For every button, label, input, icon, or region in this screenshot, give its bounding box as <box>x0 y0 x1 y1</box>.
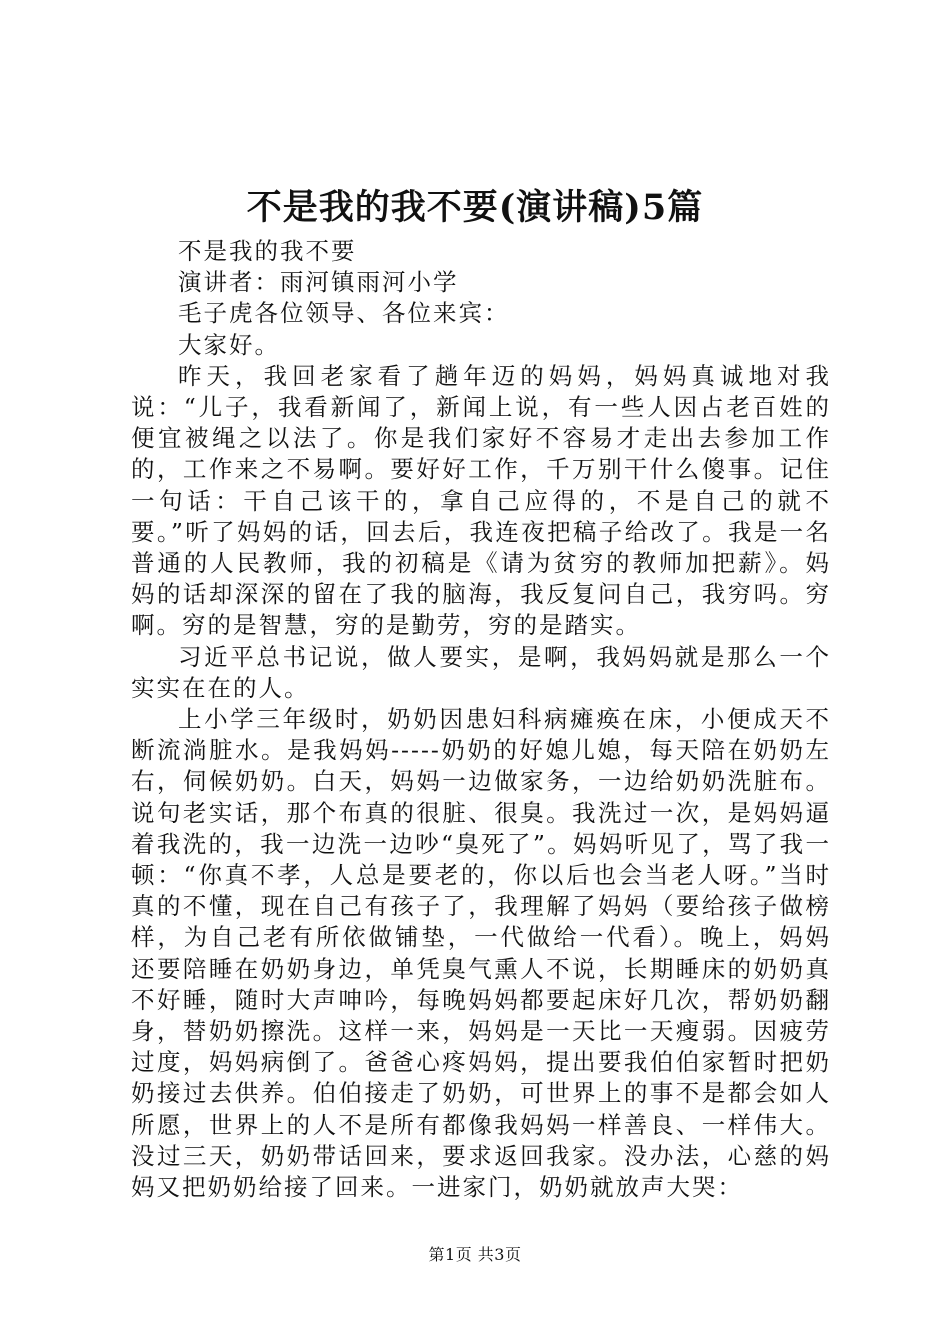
page-footer: 第1页 共3页 <box>428 1245 522 1264</box>
speech-subtitle: 不是我的我不要 <box>178 237 357 265</box>
paragraph: 上小学三年级时，奶奶因患妇科病瘫痪在床，小便成天不断流淌脏水。是我妈妈-----奶奶的好媳儿媳，每天陪在奶奶左右，伺候奶奶。白天，妈妈一边做家务，一边给奶奶洗脏布。说句老实话，那个布真的很脏、很臭。我洗过一次，是妈妈逼着我洗的，我一边洗一边吵“臭死了”。妈妈听见了，骂了我一顿：“你真不孝，人总是要老的，你以后也会当老人呀。”当时真的不懂，现在自己有孩子了，我理解了妈妈（要给孩子做榜样，为自己老有所依做铺垫，一代做给一代看）。晚上，妈妈还要陪睡在奶奶身边，单凭臭气熏人不说，长期睡床的奶奶真不好睡，随时大声呻吟，每晚妈妈都要起床好几次，帮奶奶翻身，替奶奶擦洗。这样一来，妈妈是一天比一天瘦弱。因疲劳过度，妈妈病倒了。爸爸心疼妈妈，提出要我伯伯家暂时把奶奶接过去供养。伯伯接走了奶奶，可世界上的事不是都会如人所愿，世界上的人不是所有都像我妈妈一样善良、一样伟大。没过三天，奶奶带话回来，要求返回我家。没办法，心慈的妈妈又把奶奶给接了回来。一进家门，奶奶就放声大哭： <box>131 705 831 1202</box>
greeting: 大家好。 <box>178 330 280 359</box>
salutation: 毛子虎各位领导、各位来宾： <box>178 299 510 328</box>
paragraph: 习近平总书记说，做人要实，是啊，我妈妈就是那么一个实实在在的人。 <box>131 642 831 702</box>
paragraph: 昨天，我回老家看了趟年迈的妈妈，妈妈真诚地对我说：“儿子，我看新闻了，新闻上说，有一些人因占老百姓的便宜被绳之以法了。你是我们家好不容易才走出去参加工作的，工作来之不易啊。要好好工作，千万别干什么傻事。记住一句话：干自己该干的，拿自己应得的，不是自己的就不要。”听了妈妈的话，回去后，我连夜把稿子给改了。我是一名普通的人民教师，我的初稿是《请为贫穷的教师加把薪》。妈妈的话却深深的留在了我的脑海，我反复问自己，我穷吗。穷啊。穷的是智慧，穷的是勤劳，穷的是踏实。 <box>131 361 831 640</box>
document-title: 不是我的我不要(演讲稿)5篇 <box>246 187 704 228</box>
speaker-line: 演讲者：雨河镇雨河小学 <box>178 268 459 297</box>
document-body <box>131 236 831 1203</box>
